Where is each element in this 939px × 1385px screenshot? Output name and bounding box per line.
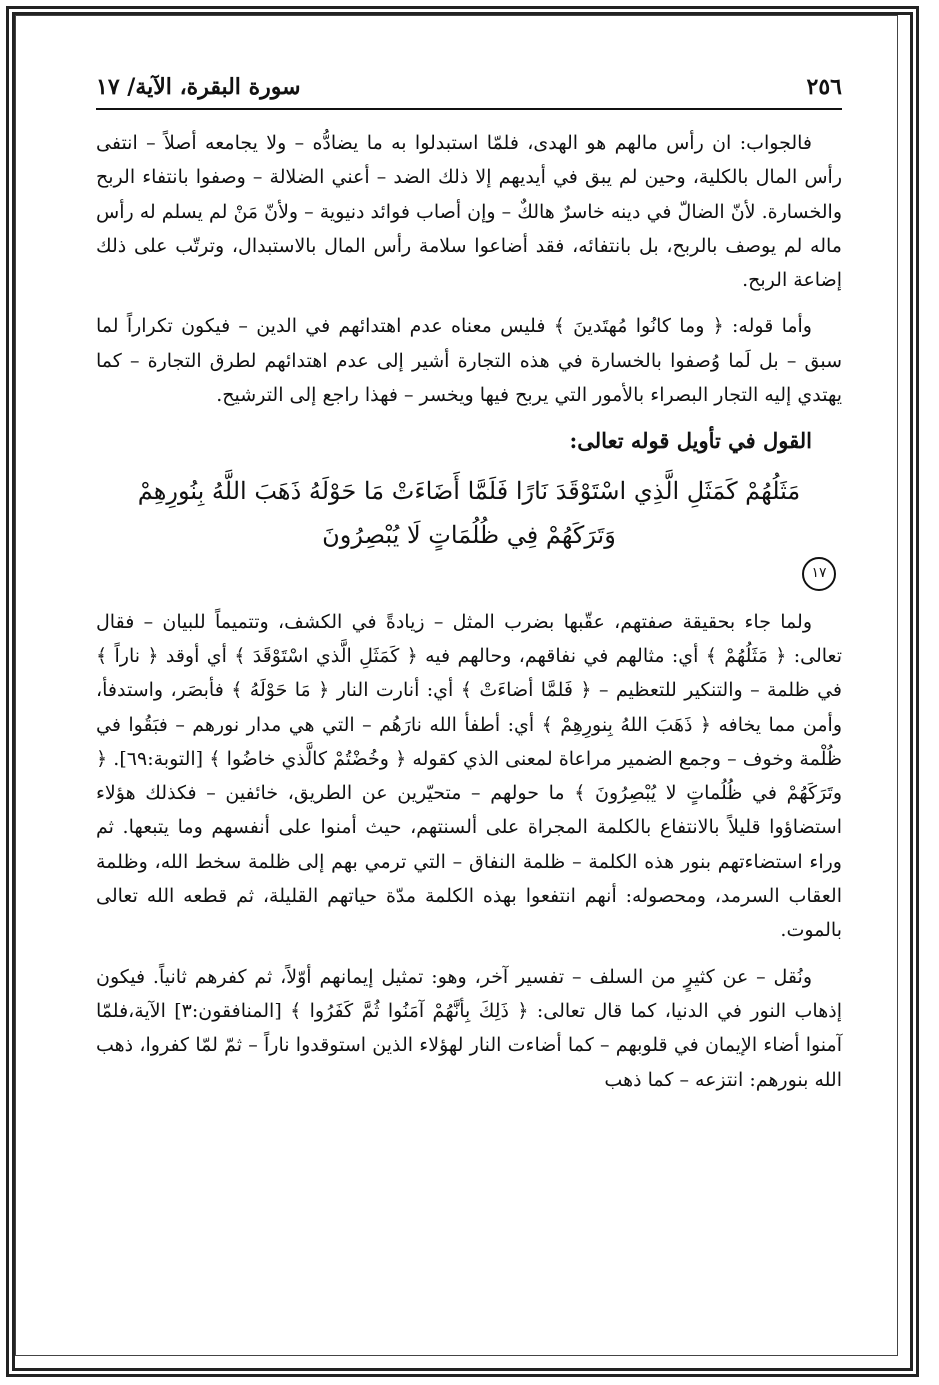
verse-line-1: مَثَلُهُمْ كَمَثَلِ الَّذِي اسْتَوْقَدَ نَارًا فَلَمَّا أَضَاءَتْ مَا حَوْلَهُ ذَهَبَ اللَّهُ بِنُورِهِمْ xyxy=(137,476,801,505)
page-number: ٢٥٦ xyxy=(806,74,842,100)
paragraph-4: ونُقل – عن كثيرٍ من السلف – تفسير آخر، وهو: تمثيل إيمانهم أوّلاً، ثم كفرهم ثانياً. فيكون إذهاب النور في الدنيا، كما قال تعالى: ﴿ ذَلِكَ بِأنَّهُمْ آمَنُوا ثُمَّ كَفَرُوا ﴾ [المنافقون:٣] الآية،فلمّا آمنوا أضاء الإيمان في قلوبهم – كما أضاءت النار لهؤلاء الذين استوقدوا ناراً – ثمّ لمّا كفروا، ذهب الله بنورهم: انتزعه – كما ذهب xyxy=(96,965,842,1091)
ayah-number-icon: ١٧ xyxy=(802,557,836,591)
paragraph-1: فالجواب: ان رأس مالهم هو الهدى، فلمّا استبدلوا به ما يضادُّه – ولا يجامعه أصلاً – انتفى رأس المال بالكلية، وحين لم يبق في أيديهم إلا ذلك الضد – أعني الضلالة – وصفوا بانتفاء الربح والخسارة. لأنّ الضالّ في دينه خاسرٌ هالكٌ – وإن أصاب فوائد دنيوية – ولأنّ مَنْ لم يسلم له رأس ماله لم يوصف بالربح، بل بانتفائه، فقد أضاعوا سلامة رأس المال بالاستبدال، وترتّب على ذلك إضاعة الربح. xyxy=(96,132,842,292)
paragraph-2: وأما قوله: ﴿ وما كانُوا مُهتَدينَ ﴾ فليس معناه عدم اهتدائهم في الدين – فيكون تكراراً لما سبق – بل لَما وُصفوا بالخسارة في هذه التجارة أشير إلى عدم اهتدائهم لطرق التجارة – كما يهتدي إليه التجار البصراء بالأمور التي يربح فيها ويخسر – فهذا راجع إلى الترشيح. xyxy=(96,315,842,407)
paragraph-3: ولما جاء بحقيقة صفتهم، عقّبها بضرب المثل – زيادةً في الكشف، وتتميماً للبيان – فقال تعالى: ﴿ مَثَلُهُمْ ﴾ أي: مثالهم في نفاقهم، وحالهم فيه ﴿ كَمَثَلِ الَّذي اسْتَوْقَدَ ﴾ أي أوقد ﴿ ناراً ﴾ في ظلمة – والتنكير للتعظيم – ﴿ فَلمَّا أضاءَتْ ﴾ أي: أنارت النار ﴿ مَا حَوْلَهُ ﴾ فأبصَر، واستدفأ، وأمن مما يخافه ﴿ ذَهَبَ اللهُ بِنورِهِمْ ﴾ أي: أطفأ الله نارَهُم – التي هي مدار نورهم – فبَقُوا في ظُلْمة وخوف – وجمع الضمير مراعاة لمعنى الذي كقوله ﴿ وخُضْتُمْ كالَّذي خاضُوا ﴾ [التوبة:٦٩]. ﴿ وتَرَكَهُمْ في ظُلُماتٍ لا يُبْصِرُونَ ﴾ ما حولهم – متحيّرين عن الطريق، خائفين – فكذلك هؤلاء استضاؤوا قليلاً بالانتفاع بالكلمة المجراة على ألسنتهم، حيث أمنوا على أنفسهم وما يتبعها. ثم وراء استضاءتهم بنور هذه الكلمة – ظلمة النفاق – التي ترمي بهم إلى ظلمة سخط الله، وظلمة العقاب السرمد، ومحصوله: أنهم انتفعوا بهذه الكلمة مدّة حياتهم القليلة، ثم قطعه الله تعالى بالموت. xyxy=(96,610,843,942)
surah-title: سورة البقرة، الآية/ ١٧ xyxy=(96,74,301,100)
verse-line-2: وَتَرَكَهُمْ فِي ظُلُمَاتٍ لَا يُبْصِرُونَ xyxy=(322,520,616,549)
section-heading: القول في تأويل قوله تعالى: xyxy=(569,428,812,454)
page xyxy=(96,66,842,1109)
verse-line-2-wrap xyxy=(96,513,842,591)
running-header xyxy=(96,66,842,110)
page-content xyxy=(96,126,842,1097)
quran-verse xyxy=(96,469,842,591)
